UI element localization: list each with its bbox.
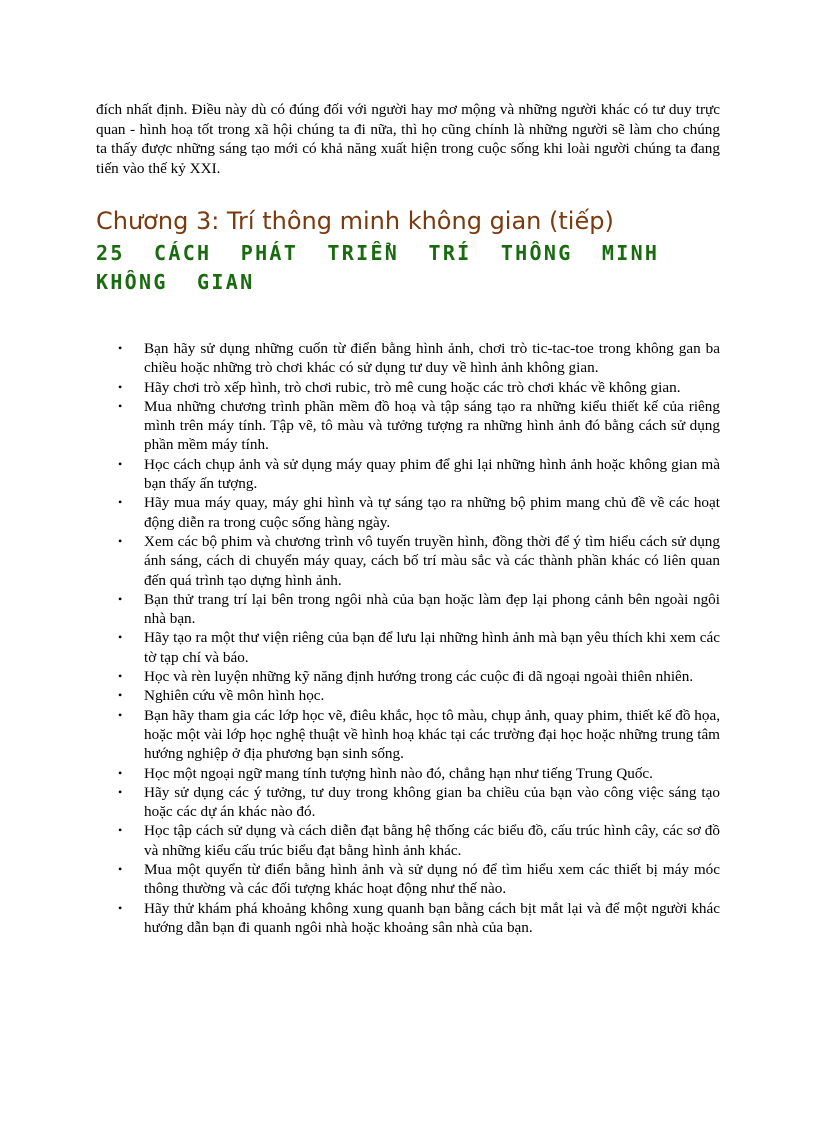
list-item — [96, 860, 720, 899]
list-item-text: Mua một quyển từ điển bằng hình ảnh và sử dụng nó để tìm hiểu xem các thiết bị máy móc thông thường và các đối tượng khác hoạt động như thế nào. — [144, 861, 720, 898]
list-item-text: Học một ngoại ngữ mang tính tượng hình nào đó, chẳng hạn như tiếng Trung Quốc. — [144, 764, 653, 782]
list-item — [96, 378, 720, 397]
list-item — [96, 783, 720, 822]
bullet-icon: • — [118, 591, 123, 606]
list-item-text: Xem các bộ phim và chương trình vô tuyến truyền hình, đồng thời để ý tìm hiểu cách sử dụng ánh sáng, cách di chuyển máy quay, cách bố trí màu sắc và các thành phần khác có liên quan đến quá trình tạo dựng hình ảnh. — [144, 532, 720, 589]
list-item — [96, 899, 720, 938]
list-item — [96, 590, 720, 629]
bullet-icon: • — [118, 862, 123, 877]
bullet-icon: • — [118, 823, 123, 838]
bullet-icon: • — [118, 495, 123, 510]
list-item-text: Hãy mua máy quay, máy ghi hình và tự sáng tạo ra những bộ phim mang chủ đề về các hoạt động diễn ra trong cuộc sống hàng ngày. — [144, 494, 720, 531]
intro-paragraph: đích nhất định. Điều này dù có đúng đối với người hay mơ mộng và những người khác có tư duy trực quan - hình hoạ tốt trong xã hội chúng ta đi nữa, thì họ cũng chính là những người sẽ làm cho chúng ta thấy được những sáng tạo mới có khả năng xuất hiện trong cuộc sống khi loài người chúng ta đang tiến vào thế kỷ XXI. — [96, 101, 720, 177]
bullet-icon: • — [118, 707, 123, 722]
list-item — [96, 532, 720, 590]
list-item — [96, 397, 720, 455]
list-item — [96, 821, 720, 860]
list-item-text: Nghiên cứu về môn hình học. — [144, 687, 325, 705]
chapter-title: Chương 3: Trí thông minh không gian (tiếp) — [96, 207, 614, 235]
list-item-text: Hãy chơi trò xếp hình, trò chơi rubic, trò mê cung hoặc các trò chơi khác về không gian. — [144, 378, 681, 396]
list-item — [96, 628, 720, 667]
bullet-icon: • — [118, 784, 123, 799]
bullet-icon: • — [118, 379, 123, 394]
bullet-icon: • — [118, 533, 123, 548]
list-item-text: Hãy sử dụng các ý tưởng, tư duy trong không gian ba chiều của bạn vào công việc sáng tạo hoặc các dự án khác nào đó. — [144, 783, 720, 821]
list-item — [96, 455, 720, 494]
bullet-icon: • — [118, 669, 123, 684]
list-item — [96, 706, 720, 764]
list-item — [96, 493, 720, 532]
list-item-text: Bạn hãy tham gia các lớp học vẽ, điêu khắc, học tô màu, chụp ảnh, quay phim, thiết kế đồ họa, hoặc một vài lớp học nghệ thuật về hình hoạ khác tại các trường đại học hoặc những trung tâm hướng nghiệp ở địa phương bạn sinh sống. — [144, 706, 720, 763]
list-item-text: Hãy tạo ra một thư viện riêng của bạn để lưu lại những hình ảnh mà bạn yêu thích khi xem các tờ tạp chí và báo. — [144, 629, 720, 666]
list-item — [96, 339, 720, 378]
bullet-icon: • — [118, 341, 123, 355]
bullet-icon: • — [118, 688, 123, 703]
list-item-text: Học cách chụp ảnh và sử dụng máy quay phim để ghi lại những hình ảnh hoặc không gian mà bạn thấy ấn tượng. — [144, 455, 720, 493]
tips-list — [96, 339, 720, 937]
bullet-icon: • — [118, 900, 123, 915]
list-item-text: Học tập cách sử dụng và cách diễn đạt bằng hệ thống các biểu đồ, cấu trúc hình cây, các sơ đồ và những kiểu cấu trúc biểu đạt bằng hình ảnh khác. — [144, 822, 720, 859]
list-item — [96, 764, 720, 783]
bullet-icon: • — [118, 456, 123, 471]
list-item-text: Mua những chương trình phần mềm đồ hoạ và tập sáng tạo ra những kiểu thiết kế của riêng mình trên máy tính. Tập vẽ, tô màu và tưởng tượng ra những hình ảnh đó bằng cách sử dụng phần mềm máy tính. — [144, 397, 720, 454]
section-heading: 25 CÁCH PHÁT TRIỂN TRÍ THÔNG MINH KHÔNG GIAN — [96, 241, 660, 294]
list-item — [96, 667, 720, 686]
list-item-text: Hãy thử khám phá khoảng không xung quanh bạn bằng cách bịt mắt lại và để một người khác hướng dẫn bạn đi quanh ngôi nhà hoặc khoảng sân nhà của bạn. — [144, 899, 720, 936]
bullet-icon: • — [118, 630, 123, 645]
bullet-icon: • — [118, 398, 123, 413]
list-item-text: Bạn hãy sử dụng những cuốn từ điển bằng hình ảnh, chơi trò tic-tac-toe trong không gan ba chiều hoặc những trò chơi khác có sử dụng tư duy về hình ảnh không gian. — [144, 340, 720, 377]
list-item-text: Bạn thử trang trí lại bên trong ngôi nhà của bạn hoặc làm đẹp lại phong cảnh bên ngoài ngôi nhà bạn. — [144, 590, 720, 628]
list-item-text: Học và rèn luyện những kỹ năng định hướng trong các cuộc đi dã ngoại ngoài thiên nhiên. — [144, 668, 694, 686]
list-item — [96, 686, 720, 705]
bullet-icon: • — [118, 765, 123, 780]
